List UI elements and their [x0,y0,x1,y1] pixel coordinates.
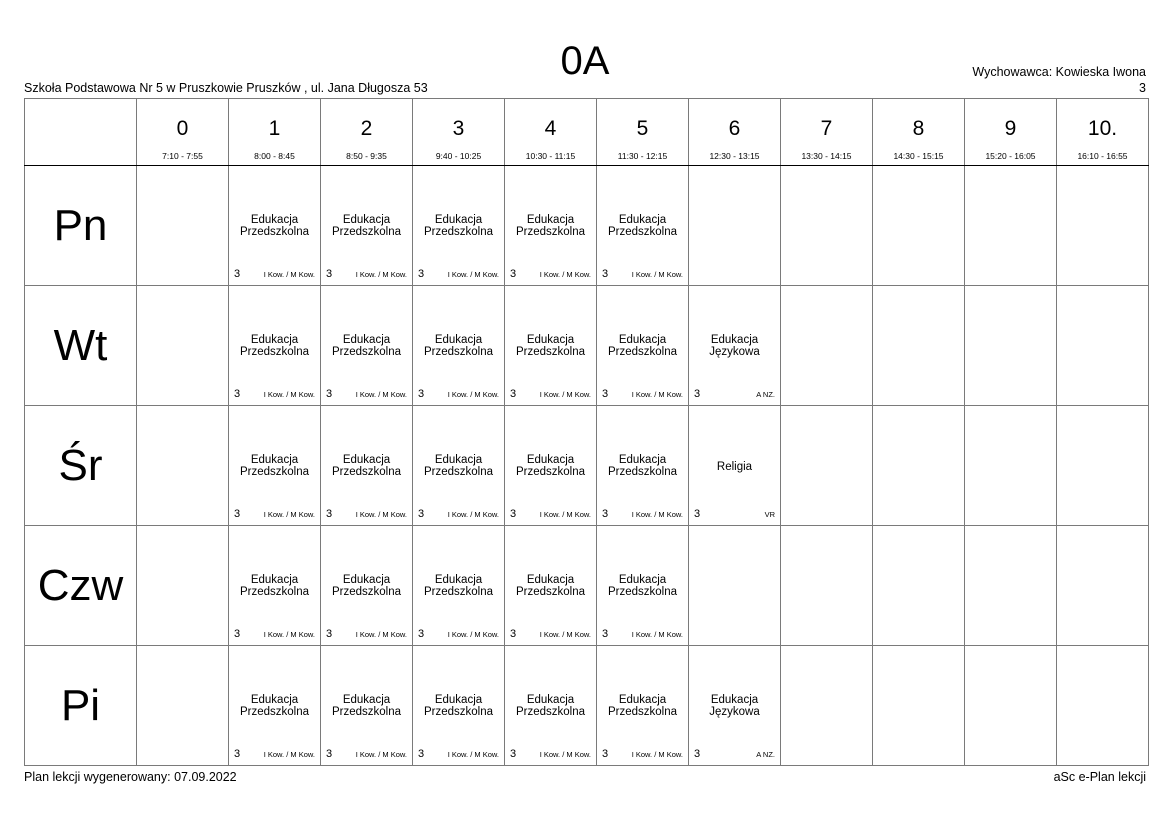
day-label: Wt [25,286,137,406]
lesson-room: 3 [510,748,517,760]
subject-line-2: Przedszkolna [331,706,402,718]
lesson-teacher: VR [764,510,775,519]
class-room: 3 [1139,81,1146,95]
lesson-teacher: I Kow. / M Kow. [263,390,315,399]
lesson-subject [597,214,688,238]
empty-cell [965,166,1057,286]
lesson-subject [413,454,504,478]
period-number: 6 [728,117,741,140]
lesson-teacher: A NZ. [756,750,775,759]
lesson-subject [321,214,412,238]
subject-line-1: Edukacja [342,574,391,586]
empty-cell [689,166,781,286]
subject-line-2: Przedszkolna [607,586,678,598]
subject-line-1: Edukacja [710,694,759,706]
subject-line-1: Edukacja [618,214,667,226]
lesson-teacher: I Kow. / M Kow. [631,270,683,279]
period-time: 13:30 - 14:15 [801,151,852,161]
lesson-room: 3 [326,748,333,760]
empty-cell [137,166,229,286]
period-header [781,99,873,166]
period-number: 0 [176,117,189,140]
lesson-room: 3 [234,628,241,640]
period-time: 10:30 - 11:15 [525,151,576,161]
empty-cell [689,526,781,646]
subject-line-1: Edukacja [526,214,575,226]
subject-line-1: Edukacja [250,694,299,706]
class-title: 0A [560,39,610,83]
subject-line-1: Religia [716,461,753,473]
empty-cell [965,286,1057,406]
subject-line-2: Przedszkolna [423,466,494,478]
lesson-subject [505,454,596,478]
lesson-room: 3 [326,628,333,640]
day-row [25,406,1149,526]
subject-line-2: Przedszkolna [423,706,494,718]
lesson-subject [505,334,596,358]
lesson-cell [413,526,505,646]
subject-line-2: Przedszkolna [331,226,402,238]
school-name: Szkoła Podstawowa Nr 5 w Pruszkowie Pruszków , ul. Jana Długosza 53 [24,81,428,95]
lesson-cell [321,526,413,646]
period-time: 9:40 - 10:25 [435,151,482,161]
lesson-teacher: I Kow. / M Kow. [263,630,315,639]
lesson-room: 3 [602,748,609,760]
lesson-cell [689,286,781,406]
lesson-teacher: I Kow. / M Kow. [631,510,683,519]
lesson-teacher: I Kow. / M Kow. [447,750,499,759]
lesson-cell [505,406,597,526]
subject-line-1: Edukacja [526,694,575,706]
lesson-teacher: I Kow. / M Kow. [539,510,591,519]
lesson-room: 3 [418,748,425,760]
lesson-subject [229,334,320,358]
subject-line-1: Edukacja [526,334,575,346]
empty-cell [137,286,229,406]
lesson-cell [689,646,781,766]
lesson-teacher: I Kow. / M Kow. [631,750,683,759]
lesson-room: 3 [418,268,425,280]
subject-line-2: Przedszkolna [607,346,678,358]
lesson-cell [505,526,597,646]
lesson-cell [229,166,321,286]
period-time: 14:30 - 15:15 [893,151,944,161]
day-row [25,646,1149,766]
subject-line-1: Edukacja [618,574,667,586]
lesson-room: 3 [418,388,425,400]
lesson-subject [689,461,780,473]
period-number: 4 [544,117,557,140]
day-row [25,166,1149,286]
lesson-teacher: A NZ. [756,390,775,399]
subject-line-2: Przedszkolna [331,586,402,598]
lesson-teacher: I Kow. / M Kow. [631,390,683,399]
empty-cell [137,406,229,526]
lesson-subject [597,454,688,478]
subject-line-2: Przedszkolna [607,706,678,718]
lesson-subject [597,334,688,358]
lesson-cell [229,526,321,646]
lesson-teacher: I Kow. / M Kow. [539,390,591,399]
period-number: 10. [1087,117,1118,140]
lesson-cell [321,646,413,766]
app-brand: aSc e-Plan lekcji [1053,770,1146,784]
lesson-cell [505,286,597,406]
lesson-teacher: I Kow. / M Kow. [355,270,407,279]
lesson-cell [321,286,413,406]
lesson-subject [229,454,320,478]
empty-cell [873,526,965,646]
period-number: 1 [268,117,281,140]
subject-line-1: Edukacja [250,334,299,346]
empty-cell [1057,646,1149,766]
lesson-room: 3 [510,388,517,400]
subject-line-1: Edukacja [434,454,483,466]
empty-cell [1057,526,1149,646]
subject-line-1: Edukacja [250,574,299,586]
empty-cell [137,646,229,766]
period-number: 3 [452,117,465,140]
lesson-cell [597,166,689,286]
lesson-cell [597,526,689,646]
subject-line-1: Edukacja [250,454,299,466]
lesson-teacher: I Kow. / M Kow. [539,630,591,639]
subject-line-2: Przedszkolna [331,346,402,358]
subject-line-1: Edukacja [618,334,667,346]
lesson-cell [413,646,505,766]
period-time: 11:30 - 12:15 [617,151,668,161]
lesson-teacher: I Kow. / M Kow. [355,510,407,519]
period-header [229,99,321,166]
lesson-cell [413,406,505,526]
subject-line-2: Przedszkolna [423,586,494,598]
lesson-teacher: I Kow. / M Kow. [631,630,683,639]
empty-cell [965,646,1057,766]
lesson-subject [689,334,780,358]
lesson-room: 3 [418,508,425,520]
lesson-cell [413,286,505,406]
empty-cell [781,526,873,646]
subject-line-1: Edukacja [342,694,391,706]
period-number: 9 [1004,117,1017,140]
empty-cell [781,286,873,406]
lesson-room: 3 [418,628,425,640]
period-header [413,99,505,166]
lesson-teacher: I Kow. / M Kow. [263,510,315,519]
lesson-cell [229,406,321,526]
period-number: 5 [636,117,649,140]
subject-line-2: Przedszkolna [423,346,494,358]
subject-line-1: Edukacja [526,574,575,586]
lesson-room: 3 [326,388,333,400]
period-time: 8:50 - 9:35 [346,151,387,161]
lesson-room: 3 [694,748,701,760]
empty-cell [1057,166,1149,286]
subject-line-2: Przedszkolna [423,226,494,238]
lesson-room: 3 [602,388,609,400]
period-time: 7:10 - 7:55 [162,151,203,161]
subject-line-2: Językowa [709,706,760,718]
empty-cell [137,526,229,646]
period-header [965,99,1057,166]
lesson-teacher: I Kow. / M Kow. [355,630,407,639]
lesson-room: 3 [694,388,701,400]
lesson-room: 3 [234,508,241,520]
subject-line-1: Edukacja [342,454,391,466]
lesson-cell [413,166,505,286]
subject-line-2: Przedszkolna [239,466,310,478]
lesson-cell [689,406,781,526]
subject-line-1: Edukacja [434,334,483,346]
empty-cell [873,286,965,406]
lesson-cell [505,646,597,766]
subject-line-2: Przedszkolna [239,706,310,718]
lesson-subject [321,334,412,358]
subject-line-2: Przedszkolna [607,226,678,238]
period-time: 16:10 - 16:55 [1077,151,1128,161]
lesson-cell [597,286,689,406]
lesson-subject [689,694,780,718]
lesson-subject [413,214,504,238]
period-number: 8 [912,117,925,140]
lesson-teacher: I Kow. / M Kow. [447,390,499,399]
subject-line-1: Edukacja [434,574,483,586]
lesson-room: 3 [234,268,241,280]
subject-line-1: Edukacja [434,214,483,226]
subject-line-1: Edukacja [342,334,391,346]
lesson-room: 3 [326,268,333,280]
empty-cell [873,406,965,526]
lesson-subject [321,574,412,598]
period-time: 8:00 - 8:45 [254,151,295,161]
period-time: 15:20 - 16:05 [985,151,1036,161]
lesson-subject [597,574,688,598]
lesson-cell [229,286,321,406]
empty-cell [1057,286,1149,406]
lesson-room: 3 [510,508,517,520]
period-number: 2 [360,117,373,140]
empty-cell [781,406,873,526]
empty-cell [965,406,1057,526]
empty-cell [781,166,873,286]
subject-line-2: Przedszkolna [515,226,586,238]
lesson-teacher: I Kow. / M Kow. [447,270,499,279]
corner-cell [25,99,137,166]
subject-line-1: Edukacja [710,334,759,346]
lesson-subject [229,214,320,238]
period-header [321,99,413,166]
subject-line-2: Przedszkolna [331,466,402,478]
lesson-subject [413,334,504,358]
lesson-subject [413,574,504,598]
lesson-room: 3 [510,268,517,280]
day-label: Śr [25,406,137,526]
period-header [505,99,597,166]
subject-line-1: Edukacja [434,694,483,706]
lesson-teacher: I Kow. / M Kow. [355,750,407,759]
subject-line-2: Przedszkolna [239,226,310,238]
lesson-subject [321,694,412,718]
class-teacher: Wychowawca: Kowieska Iwona [972,65,1146,79]
lesson-cell [597,406,689,526]
lesson-subject [229,694,320,718]
lesson-subject [229,574,320,598]
empty-cell [1057,406,1149,526]
day-label: Pn [25,166,137,286]
lesson-teacher: I Kow. / M Kow. [539,270,591,279]
subject-line-2: Przedszkolna [515,586,586,598]
period-header [873,99,965,166]
subject-line-1: Edukacja [618,694,667,706]
lesson-subject [321,454,412,478]
period-header [137,99,229,166]
lesson-cell [505,166,597,286]
empty-cell [873,646,965,766]
lesson-teacher: I Kow. / M Kow. [447,630,499,639]
lesson-cell [229,646,321,766]
lesson-room: 3 [510,628,517,640]
lesson-teacher: I Kow. / M Kow. [263,750,315,759]
period-header [1057,99,1149,166]
lesson-subject [505,574,596,598]
subject-line-1: Edukacja [250,214,299,226]
lesson-subject [505,694,596,718]
empty-cell [965,526,1057,646]
period-header-row [25,99,1149,166]
period-header [597,99,689,166]
subject-line-2: Przedszkolna [515,706,586,718]
lesson-room: 3 [602,268,609,280]
subject-line-2: Przedszkolna [607,466,678,478]
day-label: Pi [25,646,137,766]
day-row [25,286,1149,406]
lesson-cell [597,646,689,766]
lesson-room: 3 [602,628,609,640]
subject-line-1: Edukacja [526,454,575,466]
subject-line-1: Edukacja [342,214,391,226]
lesson-room: 3 [234,388,241,400]
lesson-subject [413,694,504,718]
subject-line-2: Przedszkolna [239,346,310,358]
lesson-teacher: I Kow. / M Kow. [263,270,315,279]
lesson-room: 3 [602,508,609,520]
timetable-grid [24,98,1149,766]
generated-date: Plan lekcji wygenerowany: 07.09.2022 [24,770,237,784]
period-number: 7 [820,117,833,140]
day-label: Czw [25,526,137,646]
lesson-subject [505,214,596,238]
lesson-cell [321,166,413,286]
lesson-room: 3 [694,508,701,520]
period-header [689,99,781,166]
empty-cell [873,166,965,286]
lesson-subject [597,694,688,718]
lesson-teacher: I Kow. / M Kow. [447,510,499,519]
lesson-cell [321,406,413,526]
subject-line-2: Językowa [709,346,760,358]
period-time: 12:30 - 13:15 [709,151,760,161]
subject-line-1: Edukacja [618,454,667,466]
lesson-room: 3 [234,748,241,760]
day-row [25,526,1149,646]
subject-line-2: Przedszkolna [515,466,586,478]
subject-line-2: Przedszkolna [515,346,586,358]
lesson-room: 3 [326,508,333,520]
lesson-teacher: I Kow. / M Kow. [355,390,407,399]
empty-cell [781,646,873,766]
lesson-teacher: I Kow. / M Kow. [539,750,591,759]
subject-line-2: Przedszkolna [239,586,310,598]
